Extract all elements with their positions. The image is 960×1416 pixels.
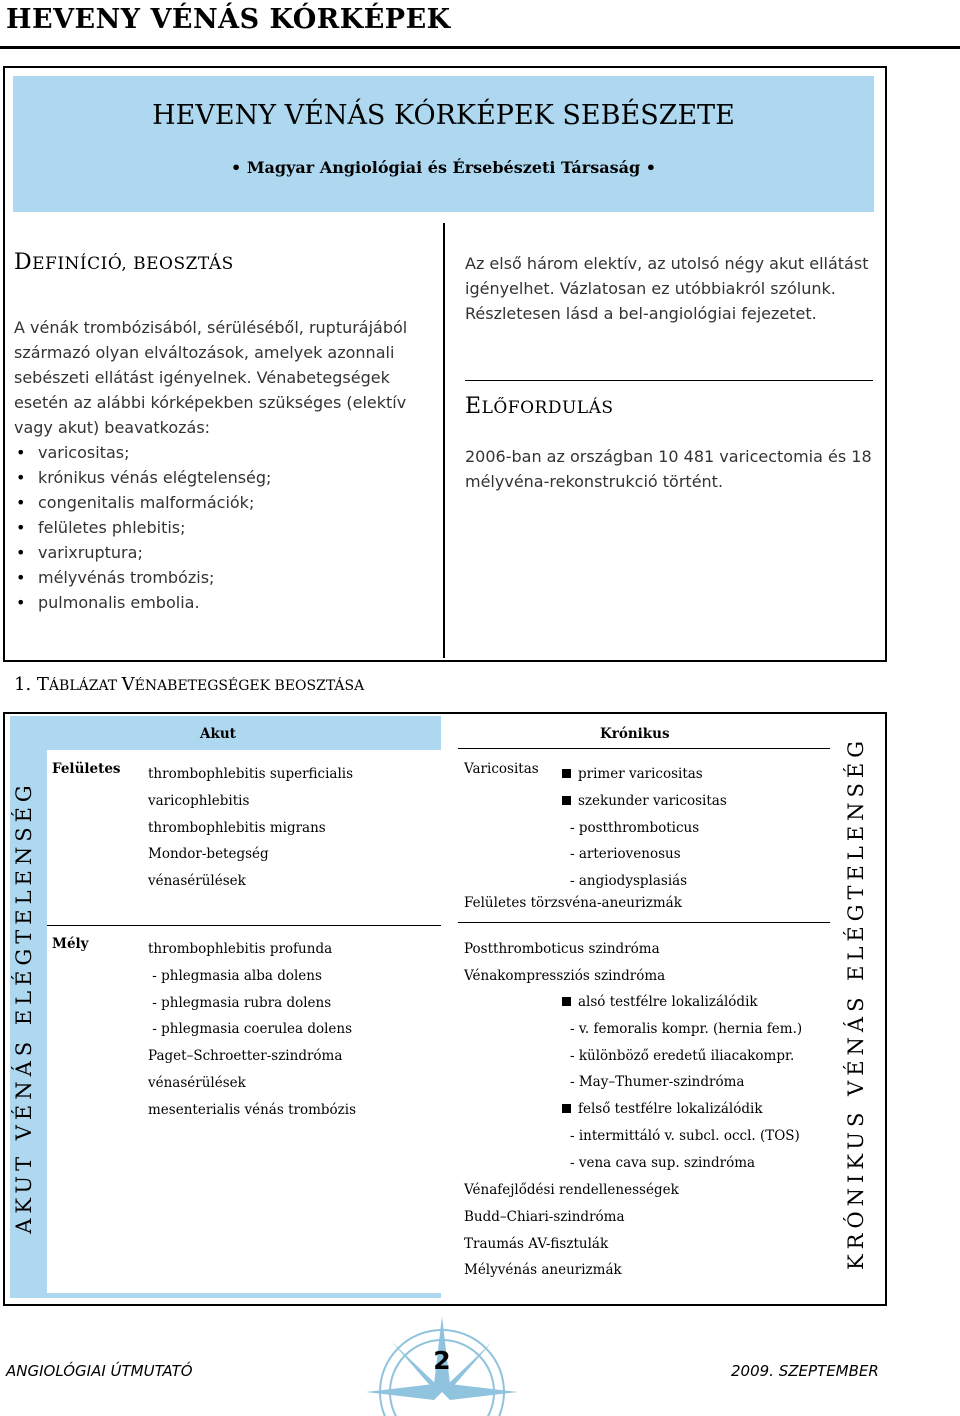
chronic-sub-item: - intermittáló v. subcl. occl. (TOS) <box>570 1127 800 1144</box>
deep-label: Mély <box>52 936 89 952</box>
chronic-varicositas-item: - angiodysplasiás <box>570 873 688 890</box>
chronic-final-list <box>464 1177 679 1284</box>
definition-list-item: • varixruptura; <box>14 540 434 565</box>
acute-deep-item: mesenterialis vénás trombózis <box>148 1101 357 1118</box>
article-subtitle: • Magyar Angiológiai és Érsebészeti Társaság • <box>231 158 656 177</box>
section-rule <box>465 380 873 381</box>
chronic-header-rule <box>458 748 830 749</box>
acute-deep-item: - phlegmasia alba dolens <box>148 967 322 984</box>
header-banner <box>13 76 874 212</box>
definition-paragraph: A vénák trombózisából, sérüléséből, rupturájából származó olyan elváltozások, amelyek azonnali sebészeti ellátást igényelnek. Vénabetegségek esetén az alábbi kórképekben szükséges (elektív vagy akut) beavatkozás: <box>14 318 408 437</box>
article-title: HEVENY VÉNÁS KÓRKÉPEK SEBÉSZETE <box>152 100 735 131</box>
definition-list-item: • varicositas; <box>14 440 434 465</box>
chronic-vertical-label: KRÓNIKUS VÉNÁS ELÉGTELENSÉG <box>844 735 868 1271</box>
acute-deep-item: - phlegmasia coerulea dolens <box>148 1021 353 1038</box>
definition-list-item: • pulmonalis embolia. <box>14 590 434 615</box>
chronic-header: Krónikus <box>600 726 670 742</box>
chronic-final-item: Budd–Chiari-szindróma <box>464 1208 625 1225</box>
definition-heading: DEFINÍCIÓ, BEOSZTÁS <box>14 250 234 275</box>
superficial-label: Felületes <box>52 761 121 777</box>
title-rule <box>0 46 960 49</box>
square-bullet-icon <box>562 1104 571 1113</box>
right-column <box>465 251 875 326</box>
acute-deep-item: thrombophlebitis profunda <box>148 941 333 957</box>
chronic-sub-item: - vena cava sup. szindróma <box>570 1154 756 1171</box>
acute-vertical-label: AKUT VÉNÁS ELÉGTELENSÉG <box>12 780 36 1234</box>
chronic-separator <box>458 922 830 923</box>
column-divider <box>443 223 445 658</box>
chronic-sub-item: - különböző eredetű iliacakompr. <box>570 1047 795 1064</box>
acute-superficial-item: thrombophlebitis migrans <box>148 819 326 836</box>
square-bullet-icon <box>562 796 571 805</box>
chronic-varicositas-item: - postthromboticus <box>570 819 700 836</box>
page-title: HEVENY VÉNÁS KÓRKÉPEK <box>6 4 451 35</box>
occurrence-text: 2006-ban az országban 10 481 varicectomia és 18 mélyvéna-rekonstrukció történt. <box>465 447 872 491</box>
deep-list <box>148 936 356 1124</box>
varicositas-label: Varicositas <box>464 761 539 777</box>
chronic-syndrome-item: Vénakompressziós szindróma <box>464 967 666 984</box>
acute-superficial-item: varicophlebitis <box>148 792 250 809</box>
chronic-sub-list <box>562 989 802 1177</box>
definition-list-item: • congenitalis malformációk; <box>14 490 434 515</box>
chronic-sub-item: - May–Thumer-szindróma <box>570 1074 745 1091</box>
chronic-top-list <box>562 761 727 895</box>
chronic-varicositas-item: - arteriovenosus <box>570 846 681 863</box>
acute-header: Akut <box>200 726 236 742</box>
definition-section <box>14 250 434 615</box>
acute-deep-item: Paget–Schroetter-szindróma <box>148 1048 343 1065</box>
acute-superficial-item: vénasérülések <box>148 873 246 890</box>
chronic-final-item: Vénafejlődési rendellenességek <box>464 1182 679 1198</box>
chronic-sub-item: - v. femoralis kompr. (hernia fem.) <box>570 1020 803 1037</box>
trunk-aneurysm: Felületes törzsvéna-aneurizmák <box>464 895 682 911</box>
definition-list <box>14 440 434 615</box>
acute-deep-item: vénasérülések <box>148 1074 246 1091</box>
superficial-list <box>148 761 353 895</box>
chronic-final-item: Mélyvénás aneurizmák <box>464 1262 622 1279</box>
footer-date: 2009. SZEPTEMBER <box>731 1362 879 1380</box>
chronic-final-item: Traumás AV-fisztulák <box>464 1235 609 1252</box>
definition-list-item: • mélyvénás trombózis; <box>14 565 434 590</box>
occurrence-heading: ELŐFORDULÁS <box>465 394 614 419</box>
chronic-sub-item: alsó testfélre lokalizálódik <box>562 989 802 1016</box>
footer-publication: ANGIOLÓGIAI ÚTMUTATÓ <box>6 1362 193 1380</box>
page-number: 2 <box>433 1346 451 1375</box>
square-bullet-icon <box>562 769 571 778</box>
definition-list-item: • krónikus vénás elégtelenség; <box>14 465 434 490</box>
acute-deep-item: - phlegmasia rubra dolens <box>148 994 332 1011</box>
square-bullet-icon <box>562 997 571 1006</box>
table-title: 1. TÁBLÁZAT VÉNABETEGSÉGEK BEOSZTÁSA <box>14 674 365 695</box>
definition-list-item: • felületes phlebitis; <box>14 515 434 540</box>
intro-paragraph: Az első három elektív, az utolsó négy akut ellátást igényelhet. Vázlatosan ez utóbbiakról szólunk. Részletesen lásd a bel-angiológiai fejezetet. <box>465 254 869 323</box>
chronic-syndromes <box>464 936 665 990</box>
acute-superficial-item: thrombophlebitis superficialis <box>148 766 354 782</box>
acute-superficial-item: Mondor-betegség <box>148 846 269 863</box>
chronic-syndrome-item: Postthromboticus szindróma <box>464 941 660 957</box>
acute-separator <box>47 925 441 926</box>
chronic-varicositas-item: primer varicositas <box>562 761 727 788</box>
chronic-sub-item: felső testfélre lokalizálódik <box>562 1096 802 1123</box>
chronic-varicositas-item: szekunder varicositas <box>562 788 727 815</box>
